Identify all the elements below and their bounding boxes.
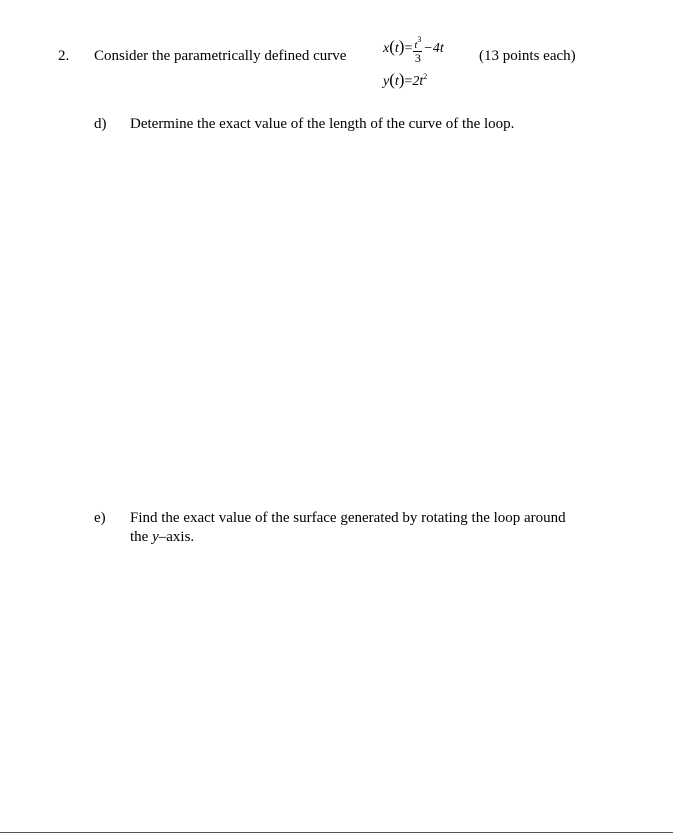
x-function-name: x [383,41,390,57]
part-e-variable: y [152,529,159,545]
part-d-text: Determine the exact value of the length of the curve of the loop. [130,116,515,132]
y-rhs-exponent: 2 [423,72,428,81]
part-e-label: e) [94,510,106,526]
x-fraction-denominator: 3 [414,51,421,65]
part-e-text-line2 [130,529,194,546]
question-intro: Consider the parametrically defined curve [94,48,347,64]
x-param: t [394,41,399,57]
bottom-rule [0,832,673,833]
equation-y [383,70,427,90]
y-function-name: y [383,74,390,89]
part-e-prefix: the [130,529,153,545]
close-paren: ) [398,70,405,89]
points-note: (13 points each) [479,48,576,64]
part-e-text-line1: Find the exact value of the surface generated by rotating the loop around [130,510,566,526]
equation-x [383,34,444,64]
open-paren: ( [389,37,395,57]
x-fraction [413,34,422,64]
question-number: 2. [58,48,70,64]
equals-sign: = [404,41,413,57]
equals-sign: = [404,74,413,89]
x-fraction-numerator [413,34,422,52]
y-rhs-term: 2t [412,74,424,89]
open-paren: ( [389,70,395,89]
numerator-exponent: 3 [417,35,422,44]
part-d-label: d) [94,116,107,132]
numerator-var: t [414,39,418,51]
x-tail-term: −4t [423,41,444,57]
y-param: t [394,74,399,89]
part-e-suffix: –axis. [158,529,195,545]
close-paren: ) [398,37,405,57]
